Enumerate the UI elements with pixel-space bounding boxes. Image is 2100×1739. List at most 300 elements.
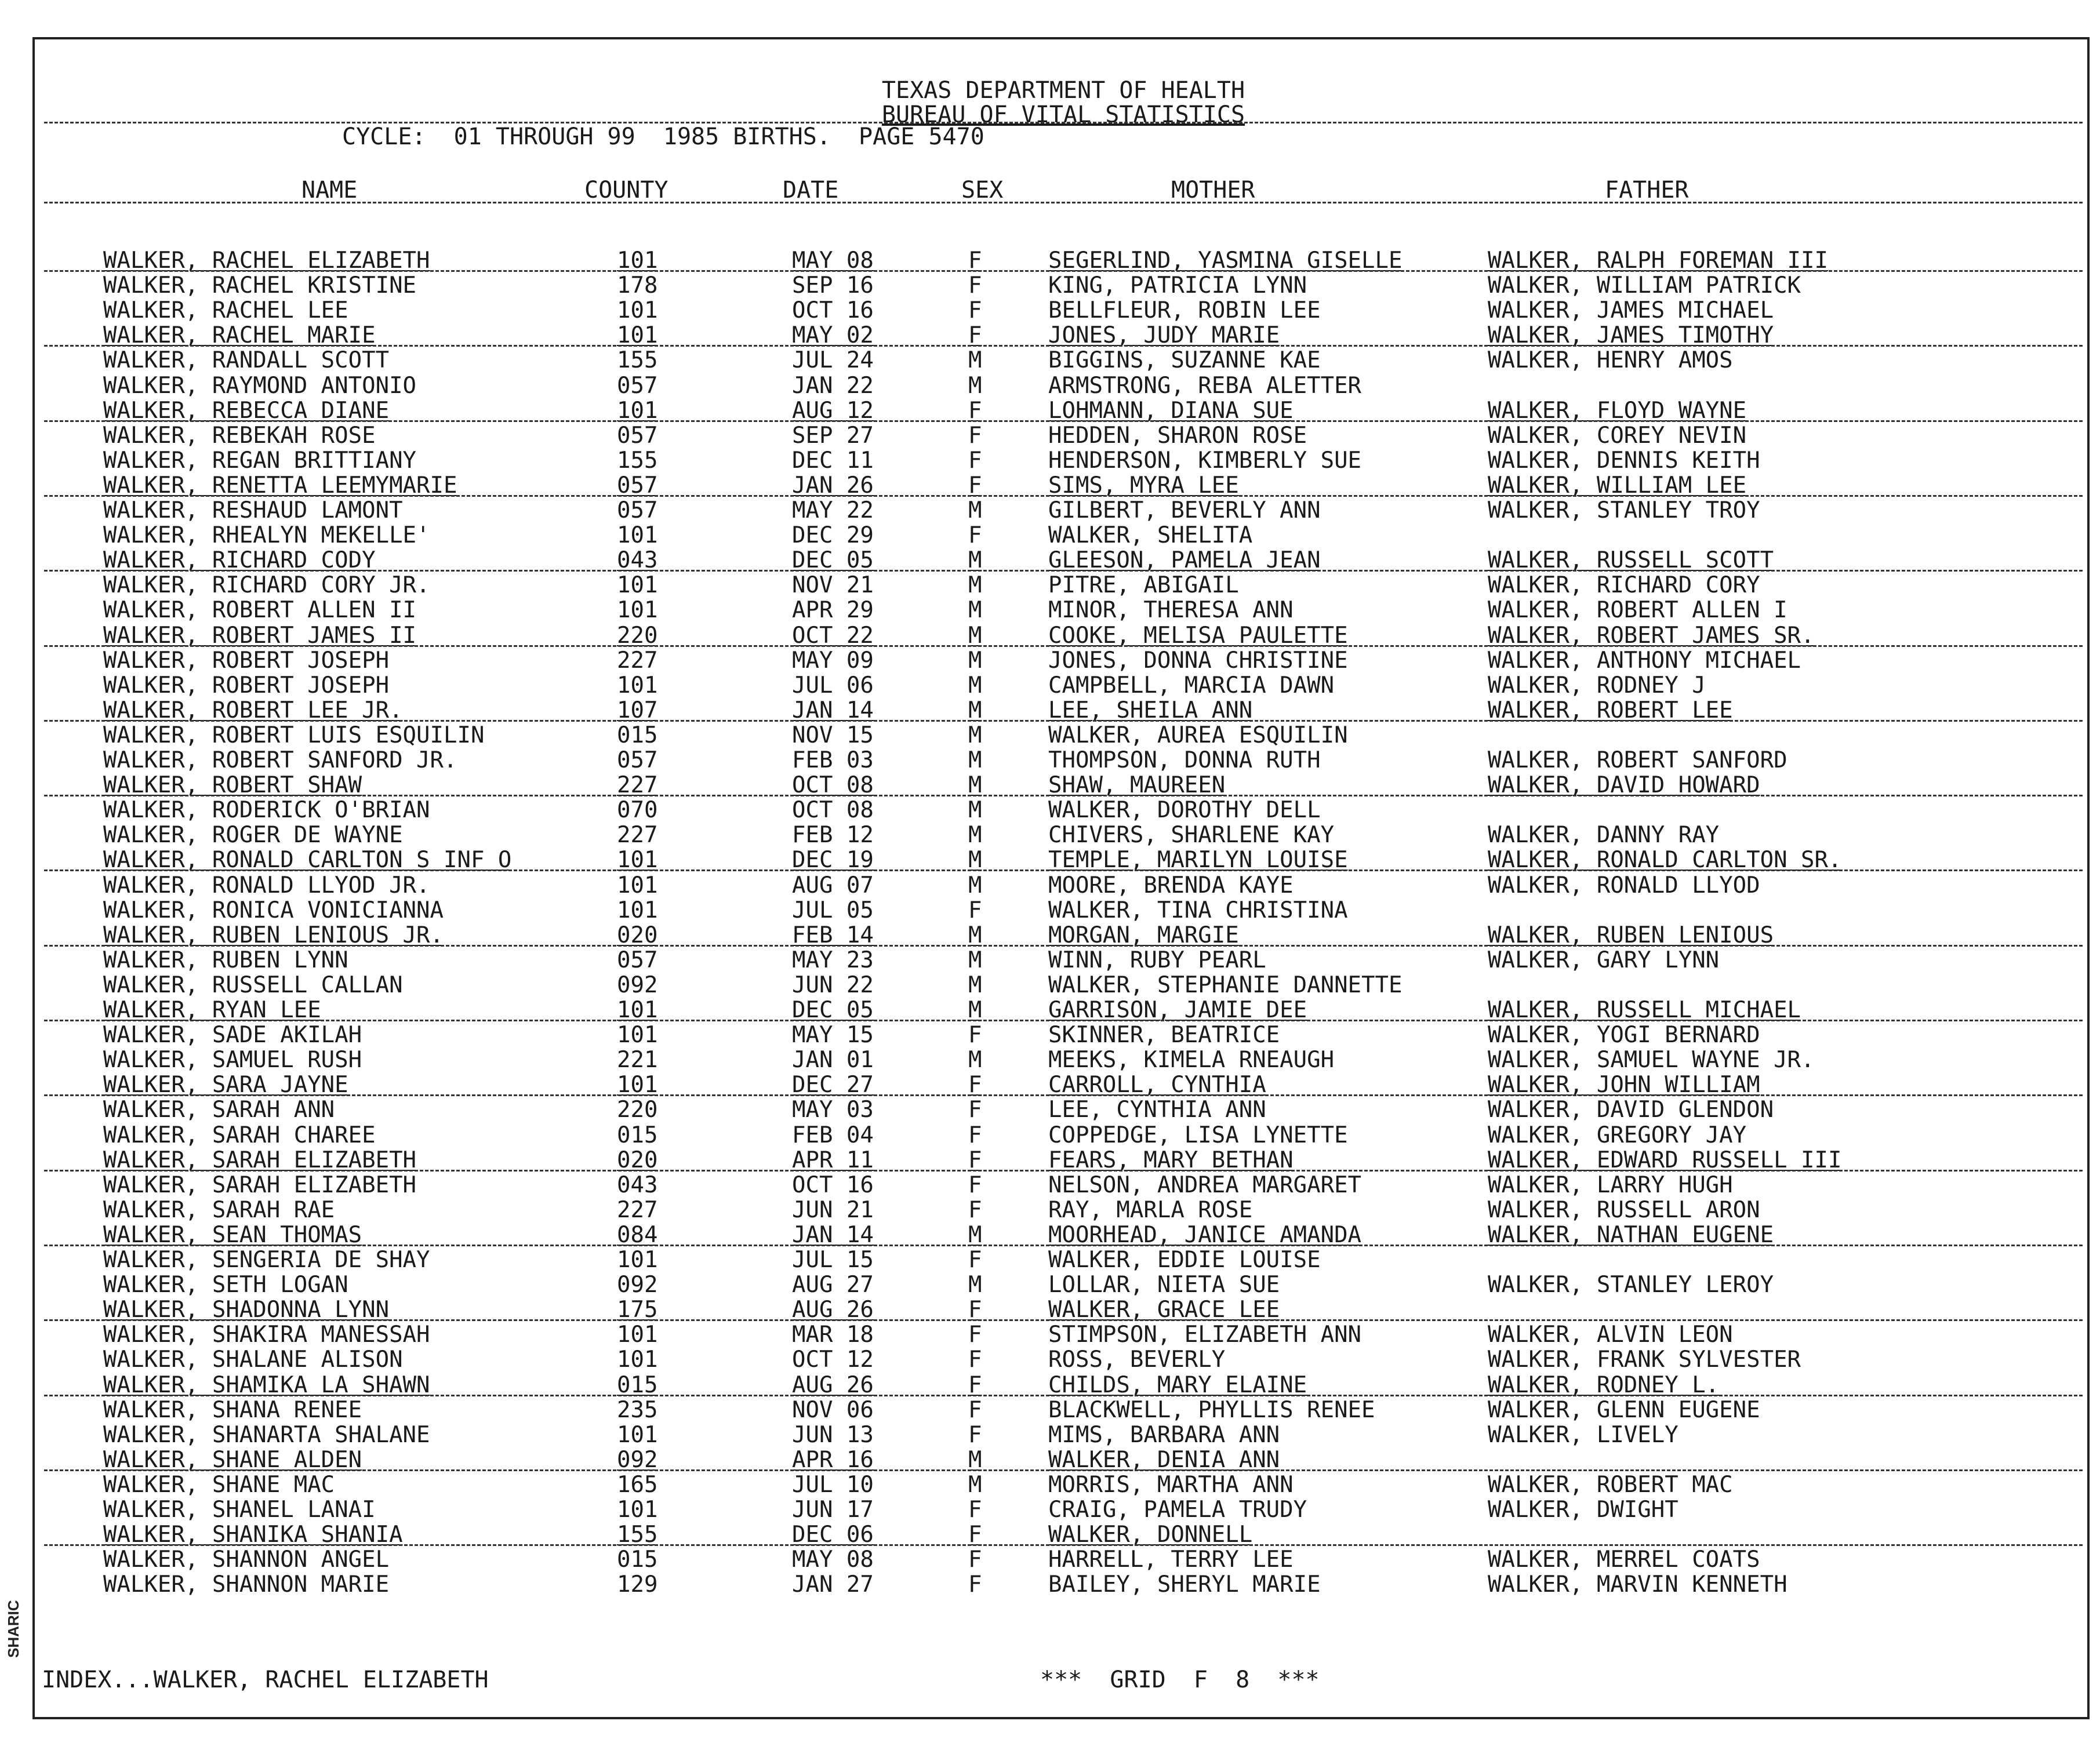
table-row	[35, 847, 2092, 872]
record-date: JAN 14	[792, 697, 874, 723]
column-header-mother: MOTHER	[1171, 177, 1255, 203]
record-sex: M	[968, 1222, 982, 1248]
record-name: WALKER, RODERICK O'BRIAN	[103, 797, 430, 823]
table-row	[35, 1547, 2092, 1572]
record-county: 015	[617, 1122, 658, 1148]
record-date: JAN 01	[792, 1047, 874, 1073]
record-mother: MEEKS, KIMELA RNEAUGH	[1048, 1047, 1335, 1073]
table-row	[35, 1373, 2092, 1398]
record-mother: HENDERSON, KIMBERLY SUE	[1048, 448, 1362, 474]
record-county: 020	[617, 1147, 658, 1173]
record-county: 155	[617, 1522, 658, 1548]
record-mother: SEGERLIND, YASMINA GISELLE	[1048, 248, 1403, 274]
row-rule	[44, 495, 2083, 497]
record-mother: GARRISON, JAMIE DEE	[1048, 997, 1307, 1023]
record-sex: F	[968, 1297, 982, 1323]
table-row	[35, 973, 2092, 998]
record-name: WALKER, RACHEL MARIE	[103, 322, 376, 348]
record-mother: WALKER, AUREA ESQUILIN	[1048, 722, 1348, 748]
row-rule	[44, 570, 2083, 572]
record-name: WALKER, SETH LOGAN	[103, 1272, 348, 1298]
row-rule	[44, 1020, 2083, 1021]
record-sex: F	[968, 1247, 982, 1273]
record-date: JUL 24	[792, 347, 874, 373]
record-mother: SKINNER, BEATRICE	[1048, 1022, 1280, 1048]
record-sex: F	[968, 472, 982, 499]
record-father: WALKER, JAMES TIMOTHY	[1488, 322, 1774, 348]
record-sex: F	[968, 1197, 982, 1223]
table-row	[35, 673, 2092, 698]
record-date: NOV 15	[792, 722, 874, 748]
column-header-date: DATE	[783, 177, 839, 203]
record-name: WALKER, SENGERIA DE SHAY	[103, 1247, 430, 1273]
record-mother: WALKER, TINA CHRISTINA	[1048, 897, 1348, 923]
record-name: WALKER, ROBERT SANFORD JR.	[103, 747, 457, 773]
record-county: 101	[617, 597, 658, 623]
table-row	[35, 898, 2092, 923]
table-row	[35, 1223, 2092, 1247]
record-county: 043	[617, 547, 658, 573]
record-sex: M	[968, 922, 982, 948]
grid-footer: *** GRID F 8 ***	[1040, 1667, 1320, 1693]
table-row	[35, 523, 2092, 548]
record-county: 101	[617, 248, 658, 274]
record-county: 057	[617, 947, 658, 973]
record-county: 107	[617, 697, 658, 723]
record-name: WALKER, SARAH ELIZABETH	[103, 1147, 417, 1173]
record-date: FEB 14	[792, 922, 874, 948]
record-sex: M	[968, 1272, 982, 1298]
record-sex: M	[968, 697, 982, 723]
record-date: FEB 04	[792, 1122, 874, 1148]
record-mother: WINN, RUBY PEARL	[1048, 947, 1266, 973]
table-row	[35, 648, 2092, 673]
record-mother: CAMPBELL, MARCIA DAWN	[1048, 672, 1335, 698]
record-date: AUG 26	[792, 1372, 874, 1398]
table-row	[35, 398, 2092, 423]
record-name: WALKER, ROBERT LEE JR.	[103, 697, 403, 723]
record-mother: BAILEY, SHERYL MARIE	[1048, 1571, 1321, 1598]
table-row	[35, 923, 2092, 948]
record-county: 227	[617, 1197, 658, 1223]
record-date: JUL 10	[792, 1472, 874, 1498]
column-header-name: NAME	[301, 177, 358, 203]
record-county: 057	[617, 373, 658, 399]
record-mother: WALKER, DENIA ANN	[1048, 1447, 1280, 1473]
record-county: 057	[617, 747, 658, 773]
record-sex: M	[968, 772, 982, 798]
record-father: WALKER, WILLIAM LEE	[1488, 472, 1747, 499]
row-rule	[44, 1094, 2083, 1096]
table-row	[35, 1447, 2092, 1472]
record-county: 092	[617, 1447, 658, 1473]
record-date: DEC 06	[792, 1522, 874, 1548]
record-mother: JONES, JUDY MARIE	[1048, 322, 1280, 348]
record-date: JUN 21	[792, 1197, 874, 1223]
record-mother: MINOR, THERESA ANN	[1048, 597, 1294, 623]
table-row	[35, 773, 2092, 798]
record-date: MAY 15	[792, 1022, 874, 1048]
record-date: OCT 16	[792, 297, 874, 323]
record-mother: JONES, DONNA CHRISTINE	[1048, 647, 1348, 674]
record-sex: F	[968, 448, 982, 474]
table-row	[35, 298, 2092, 323]
row-rule	[44, 1544, 2083, 1546]
record-sex: F	[968, 322, 982, 348]
record-date: JUN 17	[792, 1497, 874, 1523]
record-father: WALKER, ROBERT JAMES SR.	[1488, 623, 1815, 649]
row-rule	[44, 795, 2083, 796]
record-date: JUL 05	[792, 897, 874, 923]
record-name: WALKER, RANDALL SCOTT	[103, 347, 390, 373]
record-mother: WALKER, SHELITA	[1048, 522, 1253, 548]
record-mother: WALKER, DONNELL	[1048, 1522, 1253, 1548]
record-county: 227	[617, 772, 658, 798]
record-name: WALKER, SHANE MAC	[103, 1472, 335, 1498]
table-row	[35, 723, 2092, 748]
record-sex: M	[968, 547, 982, 573]
record-sex: M	[968, 373, 982, 399]
record-father: WALKER, RALPH FOREMAN III	[1488, 248, 1828, 274]
table-row	[35, 1072, 2092, 1097]
record-county: 101	[617, 872, 658, 898]
record-date: MAY 22	[792, 497, 874, 523]
record-name: WALKER, ROBERT ALLEN II	[103, 597, 417, 623]
record-county: 101	[617, 847, 658, 873]
record-name: WALKER, RACHEL LEE	[103, 297, 348, 323]
record-name: WALKER, SHANEL LANAI	[103, 1497, 376, 1523]
record-sex: F	[968, 897, 982, 923]
record-father: WALKER, RUBEN LENIOUS	[1488, 922, 1774, 948]
row-rule	[44, 945, 2083, 947]
record-mother: MOORHEAD, JANICE AMANDA	[1048, 1222, 1362, 1248]
record-name: WALKER, ROBERT JOSEPH	[103, 647, 390, 674]
table-row	[35, 1297, 2092, 1322]
record-mother: SHAW, MAUREEN	[1048, 772, 1226, 798]
record-name: WALKER, SARAH RAE	[103, 1197, 335, 1223]
record-father: WALKER, WILLIAM PATRICK	[1488, 272, 1801, 299]
record-name: WALKER, SHANNON MARIE	[103, 1571, 390, 1598]
record-county: 101	[617, 522, 658, 548]
record-mother: TEMPLE, MARILYN LOUISE	[1048, 847, 1348, 873]
record-sex: M	[968, 623, 982, 649]
record-sex: F	[968, 1397, 982, 1423]
record-name: WALKER, RAYMOND ANTONIO	[103, 373, 417, 399]
record-sex: M	[968, 597, 982, 623]
record-county: 101	[617, 1347, 658, 1373]
record-mother: KING, PATRICIA LYNN	[1048, 272, 1307, 299]
record-county: 101	[617, 572, 658, 598]
record-name: WALKER, RUBEN LYNN	[103, 947, 348, 973]
row-rule	[44, 870, 2083, 871]
record-sex: M	[968, 1047, 982, 1073]
record-father: WALKER, RONALD CARLTON SR.	[1488, 847, 1842, 873]
record-sex: M	[968, 647, 982, 674]
record-sex: M	[968, 572, 982, 598]
record-date: JAN 14	[792, 1222, 874, 1248]
record-county: 020	[617, 922, 658, 948]
record-name: WALKER, SHANNON ANGEL	[103, 1547, 390, 1573]
record-sex: F	[968, 1322, 982, 1348]
record-mother: GILBERT, BEVERLY ANN	[1048, 497, 1321, 523]
record-sex: F	[968, 272, 982, 299]
record-date: NOV 21	[792, 572, 874, 598]
record-date: DEC 05	[792, 547, 874, 573]
record-date: SEP 16	[792, 272, 874, 299]
record-date: AUG 26	[792, 1297, 874, 1323]
record-county: 227	[617, 647, 658, 674]
record-date: FEB 12	[792, 822, 874, 848]
record-name: WALKER, SARAH ELIZABETH	[103, 1172, 417, 1198]
record-county: 101	[617, 1497, 658, 1523]
row-rule	[44, 1319, 2083, 1321]
row-rule	[44, 645, 2083, 647]
record-name: WALKER, SHALANE ALISON	[103, 1347, 403, 1373]
record-date: DEC 11	[792, 448, 874, 474]
record-sex: F	[968, 398, 982, 424]
record-father: WALKER, FRANK SYLVESTER	[1488, 1347, 1801, 1373]
record-father: WALKER, DAVID GLENDON	[1488, 1097, 1774, 1123]
record-father: WALKER, JOHN WILLIAM	[1488, 1072, 1760, 1098]
row-rule	[44, 345, 2083, 347]
record-mother: COOKE, MELISA PAULETTE	[1048, 623, 1348, 649]
record-county: 101	[617, 1247, 658, 1273]
record-county: 175	[617, 1297, 658, 1323]
record-name: WALKER, RESHAUD LAMONT	[103, 497, 403, 523]
record-father: WALKER, RONALD LLYOD	[1488, 872, 1760, 898]
record-date: MAY 08	[792, 248, 874, 274]
table-row	[35, 273, 2092, 298]
record-date: APR 29	[792, 597, 874, 623]
record-father: WALKER, JAMES MICHAEL	[1488, 297, 1774, 323]
record-date: MAR 18	[792, 1322, 874, 1348]
record-father: WALKER, ROBERT SANFORD	[1488, 747, 1787, 773]
record-name: WALKER, RHEALYN MEKELLE'	[103, 522, 430, 548]
table-row	[35, 1023, 2092, 1047]
record-mother: FEARS, MARY BETHAN	[1048, 1147, 1294, 1173]
row-rule	[44, 1245, 2083, 1246]
record-father: WALKER, HENRY AMOS	[1488, 347, 1733, 373]
record-name: WALKER, RUSSELL CALLAN	[103, 972, 403, 998]
record-name: WALKER, RONICA VONICIANNA	[103, 897, 444, 923]
table-row	[35, 1347, 2092, 1372]
bureau-title: BUREAU OF VITAL STATISTICS	[881, 101, 1245, 128]
record-name: WALKER, ROBERT LUIS ESQUILIN	[103, 722, 485, 748]
record-sex: M	[968, 672, 982, 698]
table-row	[35, 548, 2092, 573]
record-county: 043	[617, 1172, 658, 1198]
table-row	[35, 1247, 2092, 1272]
record-name: WALKER, RONALD CARLTON S INF O	[103, 847, 512, 873]
table-row	[35, 1198, 2092, 1223]
record-county: 101	[617, 1322, 658, 1348]
record-date: DEC 27	[792, 1072, 874, 1098]
record-county: 178	[617, 272, 658, 299]
record-sex: M	[968, 347, 982, 373]
record-county: 235	[617, 1397, 658, 1423]
table-row	[35, 1047, 2092, 1072]
table-row	[35, 448, 2092, 473]
record-father: WALKER, FLOYD WAYNE	[1488, 398, 1747, 424]
cycle-line: CYCLE: 01 THROUGH 99 1985 BIRTHS. PAGE 5470	[342, 123, 984, 150]
record-name: WALKER, RENETTA LEEMYMARIE	[103, 472, 457, 499]
record-date: DEC 05	[792, 997, 874, 1023]
record-father: WALKER, EDWARD RUSSELL III	[1488, 1147, 1842, 1173]
record-county: 101	[617, 297, 658, 323]
record-father: WALKER, DAVID HOWARD	[1488, 772, 1760, 798]
record-mother: HEDDEN, SHARON ROSE	[1048, 423, 1307, 449]
table-row	[35, 1322, 2092, 1347]
record-county: 015	[617, 1372, 658, 1398]
table-row	[35, 423, 2092, 448]
table-row	[35, 323, 2092, 348]
record-name: WALKER, SEAN THOMAS	[103, 1222, 362, 1248]
record-mother: COPPEDGE, LISA LYNETTE	[1048, 1122, 1348, 1148]
record-mother: LOHMANN, DIANA SUE	[1048, 398, 1294, 424]
record-father: WALKER, DANNY RAY	[1488, 822, 1720, 848]
record-father: WALKER, SAMUEL WAYNE JR.	[1488, 1047, 1815, 1073]
record-county: 070	[617, 797, 658, 823]
record-date: JUL 06	[792, 672, 874, 698]
record-sex: M	[968, 1447, 982, 1473]
table-row	[35, 1272, 2092, 1297]
record-name: WALKER, RUBEN LENIOUS JR.	[103, 922, 444, 948]
record-date: OCT 22	[792, 623, 874, 649]
table-row	[35, 748, 2092, 773]
table-row	[35, 1398, 2092, 1423]
record-date: OCT 12	[792, 1347, 874, 1373]
birth-index-sheet	[32, 37, 2090, 1719]
record-date: OCT 08	[792, 797, 874, 823]
record-sex: F	[968, 1522, 982, 1548]
record-father: WALKER, ANTHONY MICHAEL	[1488, 647, 1801, 674]
table-row	[35, 998, 2092, 1023]
record-county: 155	[617, 448, 658, 474]
record-name: WALKER, RACHEL ELIZABETH	[103, 248, 430, 274]
record-name: WALKER, SARA JAYNE	[103, 1072, 348, 1098]
record-county: 101	[617, 997, 658, 1023]
record-name: WALKER, RYAN LEE	[103, 997, 321, 1023]
table-row	[35, 698, 2092, 723]
record-county: 057	[617, 497, 658, 523]
record-father: WALKER, ROBERT MAC	[1488, 1472, 1733, 1498]
record-county: 101	[617, 672, 658, 698]
table-row	[35, 473, 2092, 498]
record-father: WALKER, GREGORY JAY	[1488, 1122, 1747, 1148]
record-county: 101	[617, 1422, 658, 1448]
record-county: 092	[617, 972, 658, 998]
table-row	[35, 373, 2092, 398]
record-mother: MORRIS, MARTHA ANN	[1048, 1472, 1294, 1498]
index-footer: INDEX...WALKER, RACHEL ELIZABETH	[42, 1667, 489, 1693]
column-header-rule	[44, 202, 2083, 203]
record-date: OCT 08	[792, 772, 874, 798]
record-father: WALKER, RUSSELL MICHAEL	[1488, 997, 1801, 1023]
record-father: WALKER, DENNIS KEITH	[1488, 448, 1760, 474]
row-rule	[44, 720, 2083, 722]
record-mother: CHIVERS, SHARLENE KAY	[1048, 822, 1335, 848]
record-sex: M	[968, 797, 982, 823]
record-date: JAN 27	[792, 1571, 874, 1598]
record-father: WALKER, RUSSELL ARON	[1488, 1197, 1760, 1223]
record-mother: BIGGINS, SUZANNE KAE	[1048, 347, 1321, 373]
record-name: WALKER, RICHARD CORY JR.	[103, 572, 430, 598]
record-county: 221	[617, 1047, 658, 1073]
record-mother: CHILDS, MARY ELAINE	[1048, 1372, 1307, 1398]
record-sex: M	[968, 747, 982, 773]
record-mother: PITRE, ABIGAIL	[1048, 572, 1239, 598]
record-county: 220	[617, 623, 658, 649]
record-county: 092	[617, 1272, 658, 1298]
record-father: WALKER, ROBERT ALLEN I	[1488, 597, 1787, 623]
record-father: WALKER, RODNEY L.	[1488, 1372, 1720, 1398]
record-county: 129	[617, 1571, 658, 1598]
record-name: WALKER, SHANIKA SHANIA	[103, 1522, 403, 1548]
table-row	[35, 1572, 2092, 1597]
record-name: WALKER, SHADONNA LYNN	[103, 1297, 390, 1323]
record-mother: CARROLL, CYNTHIA	[1048, 1072, 1266, 1098]
table-row	[35, 248, 2092, 273]
row-rule	[44, 1170, 2083, 1172]
record-sex: F	[968, 297, 982, 323]
record-father: WALKER, LARRY HUGH	[1488, 1172, 1733, 1198]
record-mother: RAY, MARLA ROSE	[1048, 1197, 1253, 1223]
record-name: WALKER, ROBERT JOSEPH	[103, 672, 390, 698]
record-father: WALKER, MERREL COATS	[1488, 1547, 1760, 1573]
record-father: WALKER, COREY NEVIN	[1488, 423, 1747, 449]
record-mother: NELSON, ANDREA MARGARET	[1048, 1172, 1362, 1198]
record-father: WALKER, ALVIN LEON	[1488, 1322, 1733, 1348]
record-county: 101	[617, 1022, 658, 1048]
record-mother: LEE, CYNTHIA ANN	[1048, 1097, 1266, 1123]
record-mother: LOLLAR, NIETA SUE	[1048, 1272, 1280, 1298]
record-name: WALKER, SHANARTA SHALANE	[103, 1422, 430, 1448]
record-sex: M	[968, 997, 982, 1023]
record-father: WALKER, GLENN EUGENE	[1488, 1397, 1760, 1423]
record-mother: HARRELL, TERRY LEE	[1048, 1547, 1294, 1573]
record-sex: F	[968, 1497, 982, 1523]
record-date: APR 16	[792, 1447, 874, 1473]
record-sex: M	[968, 872, 982, 898]
column-header-sex: SEX	[961, 177, 1004, 203]
row-rule	[44, 420, 2083, 422]
record-mother: WALKER, EDDIE LOUISE	[1048, 1247, 1321, 1273]
record-mother: MORGAN, MARGIE	[1048, 922, 1239, 948]
table-row	[35, 823, 2092, 847]
record-father: WALKER, ROBERT LEE	[1488, 697, 1733, 723]
record-mother: STIMPSON, ELIZABETH ANN	[1048, 1322, 1362, 1348]
record-mother: CRAIG, PAMELA TRUDY	[1048, 1497, 1307, 1523]
record-name: WALKER, RACHEL KRISTINE	[103, 272, 417, 299]
record-mother: BELLFLEUR, ROBIN LEE	[1048, 297, 1321, 323]
record-mother: ROSS, BEVERLY	[1048, 1347, 1226, 1373]
record-sex: F	[968, 1172, 982, 1198]
record-county: 101	[617, 897, 658, 923]
table-row	[35, 873, 2092, 898]
record-mother: SIMS, MYRA LEE	[1048, 472, 1239, 499]
record-sex: M	[968, 972, 982, 998]
record-sex: F	[968, 522, 982, 548]
record-name: WALKER, SHAMIKA LA SHAWN	[103, 1372, 430, 1398]
table-row	[35, 1472, 2092, 1497]
record-name: WALKER, SARAH ANN	[103, 1097, 335, 1123]
record-father: WALKER, DWIGHT	[1488, 1497, 1678, 1523]
record-county: 155	[617, 347, 658, 373]
record-sex: F	[968, 1147, 982, 1173]
record-date: SEP 27	[792, 423, 874, 449]
table-row	[35, 1173, 2092, 1198]
record-name: WALKER, SAMUEL RUSH	[103, 1047, 362, 1073]
